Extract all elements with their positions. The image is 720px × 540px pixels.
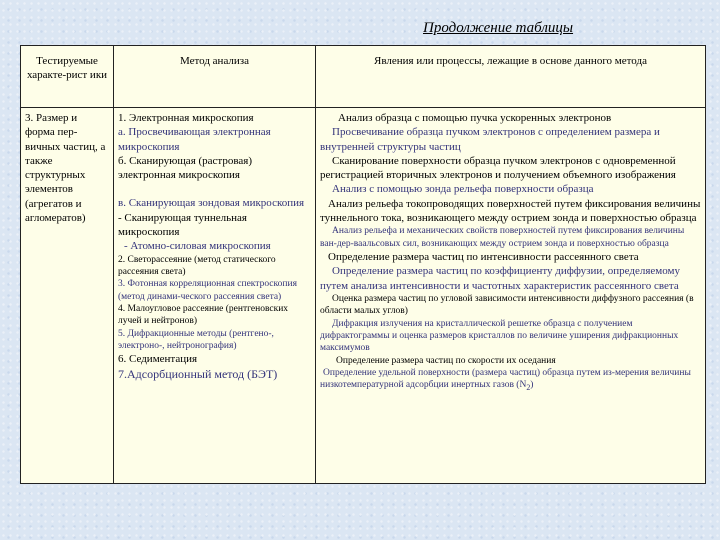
methods-table — [20, 45, 706, 484]
table-caption: Продолжение таблицы — [423, 20, 574, 36]
method-item: - Сканирующая туннельная микроскопия — [118, 211, 247, 239]
method-item: 2. Светорассеяние (метод статического рассеяния света) — [118, 254, 276, 278]
phenomenon-item: Оценка размера частиц по угловой зависимости интенсивности диффузного рассеяния (в области малых углов) — [320, 293, 694, 317]
method-item: 4. Малоугловое рассеяние (рентгеновских лучей и нейтронов) — [118, 304, 289, 327]
phenomenon-item: Дифракция излучения на кристаллической решетке образца с получением дифрактограммы и оценка размеров кристаллов по величине уширения дифракционных максимумов — [320, 318, 679, 354]
table-row — [21, 108, 706, 484]
phenomena-cell — [316, 108, 706, 484]
method-item: 6. Седиментация — [118, 353, 198, 366]
method-item: 7.Адсорбционный метод (БЭТ) — [118, 366, 278, 381]
phenomenon-item: Определение размера частиц по коэффициенту диффузии, определяемому путем анализа интенсивности и частотных характеристик рассеянного света — [320, 265, 681, 292]
method-item: 3. Фотонная корреляционная спектроскопия (метод динами-ческого рассеяния света) — [118, 279, 297, 302]
bet-close: ) — [530, 380, 534, 391]
subscript: 2 — [526, 383, 531, 393]
bet-text: Определение удельной поверхности (размера частиц) образца путем из-мерения величины низкотемпературной адсорбции инертных газов (N — [320, 368, 691, 391]
method-item: в. Сканирующая зондовая микроскопия — [118, 197, 305, 210]
phenomenon-item: Просвечивание образца пучком электронов с определением размера и внутренней структуры частиц — [320, 126, 660, 153]
property-cell: 3. Размер и форма пер-вичных частиц, а также структурных элементов (агрегатов и агломератов) — [21, 108, 114, 484]
method-item: а. Просвечивающая электронная микроскопия — [118, 126, 271, 153]
phenomenon-item: Анализ рельефа токопроводящих поверхностей путем фиксирования величины туннельного тока, возникающего между острием зонда и поверхностью образца — [320, 197, 701, 225]
header-row — [21, 46, 706, 108]
phenomenon-item: Сканирование поверхности образца пучком электронов с одновременной регистрацией вторичных электронов и получением объемного изображения — [320, 154, 676, 182]
header-phenomena: Явления или процессы, лежащие в основе данного метода — [316, 46, 706, 108]
method-item: б. Сканирующая (растровая) электронная микроскопия — [118, 154, 253, 182]
header-method: Метод анализа — [114, 46, 316, 108]
method-item: - Атомно-силовая микроскопия — [124, 240, 271, 253]
method-item: 1. Электронная микроскопия — [118, 112, 254, 124]
phenomenon-item — [320, 367, 701, 394]
phenomenon-item: Определение размера частиц по интенсивности рассеянного света — [328, 251, 639, 264]
phenomenon-item: Определение размера частиц по скорости их оседания — [336, 355, 556, 366]
phenomenon-item: Анализ образца с помощью пучка ускоренных электронов — [338, 112, 612, 124]
header-property: Тестируемые характе-рист ики — [21, 46, 114, 108]
method-item: 5. Дифракционные методы (рентгено-, электроно-, нейтронография) — [118, 328, 274, 352]
methods-cell — [114, 108, 316, 484]
phenomenon-item: Анализ рельефа и механических свойств поверхностей путем фиксирования величины ван-дер-ваальсовых сил, возникающих между острием зонда и поверхностью образца — [320, 226, 685, 249]
phenomenon-item: Анализ с помощью зонда рельефа поверхности образца — [332, 183, 594, 196]
